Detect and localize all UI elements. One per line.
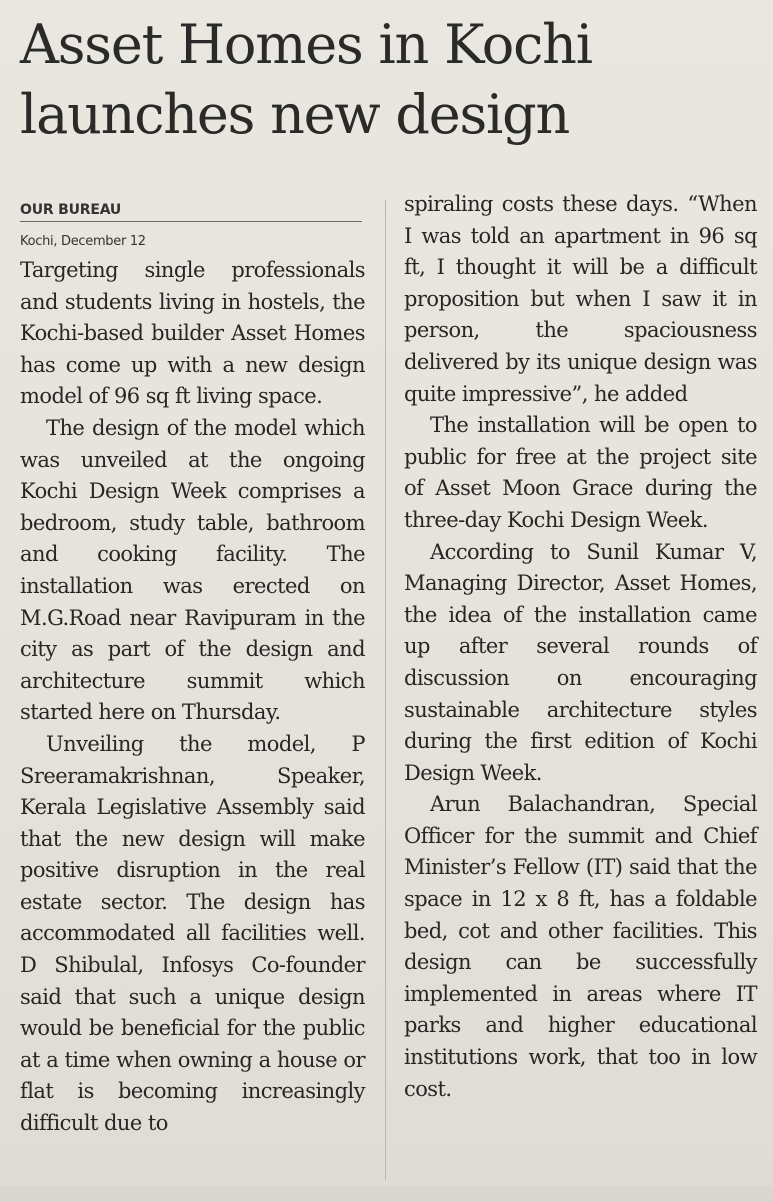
paragraph: Arun Balachandran, Special Officer for the summit and Chief Minister’s Fellow (IT) said that the space in 12 x 8 ft, has a foldable bed, cot and other facilities. This design can be successfully implemented in areas where IT parks and higher educational institutions work, that too in low cost. bbox=[404, 792, 757, 1101]
paragraph: Unveiling the model, P Sreeramakrishnan, Speaker, Kerala Legislative Assembly said that the new design will make positive disruption in the real estate sector. The design has accommodated all facilities well. D Shibulal, Infosys Co-founder said that such a unique design would be beneficial for the public at a time when owning a house or flat is becoming increasingly difficult due to bbox=[20, 731, 365, 1136]
paragraph: The installation will be open to public for free at the project site of Asset Moon Grace during the three-day Kochi Design Week. bbox=[404, 413, 757, 532]
headline-line-1: Asset Homes in Kochi bbox=[20, 13, 592, 76]
paragraph: The design of the model which was unveiled at the ongoing Kochi Design Week comprises a bedroom, study table, bathroom and cooking facility. The installation was erected on M.G.Road near Ravipuram in the city as part of the design and architecture summit which started here on Thursday. bbox=[20, 415, 365, 725]
dateline: Kochi, December 12 bbox=[20, 234, 146, 249]
paragraph: Targeting single professionals and students living in hostels, the Kochi-based builder Asset Homes has come up with a new design model of 96 sq ft living space. bbox=[20, 258, 365, 409]
page-edge bbox=[0, 1186, 773, 1202]
right-column bbox=[404, 189, 757, 1105]
column-divider bbox=[385, 200, 386, 1180]
paragraph: spiraling costs these days. “When I was told an apartment in 96 sq ft, I thought it will be a difficult proposition but when I saw it in person, the spaciousness delivered by its unique design was quite impressive”, he added bbox=[404, 192, 757, 406]
byline: OUR BUREAU bbox=[20, 202, 362, 222]
headline-line-2: launches new design bbox=[20, 83, 570, 146]
left-column bbox=[20, 255, 365, 1140]
headline bbox=[20, 10, 760, 150]
paragraph: According to Sunil Kumar V, Managing Director, Asset Homes, the idea of the installation came up after several rounds of discussion on encouraging sustainable architecture styles during the first edition of Kochi Design Week. bbox=[404, 539, 757, 785]
